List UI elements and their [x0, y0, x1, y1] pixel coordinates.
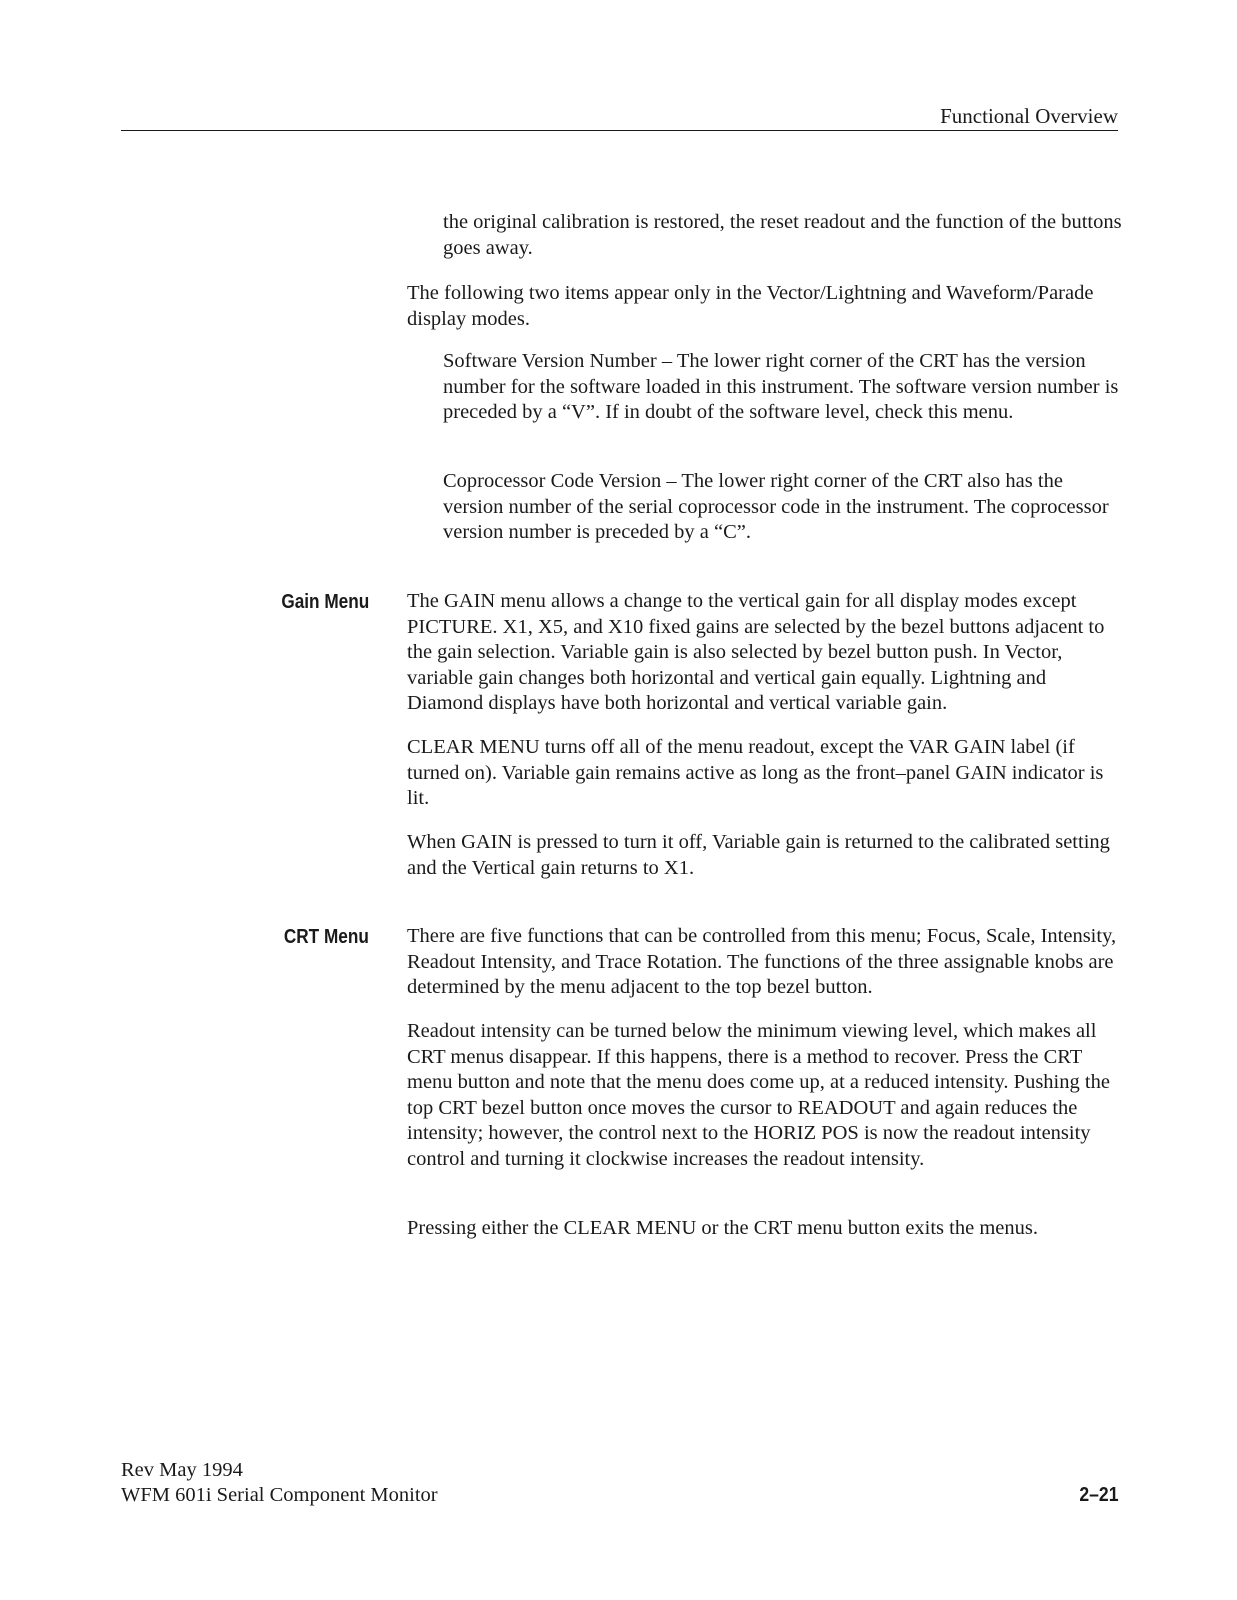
- gain-menu-paragraph-3: When GAIN is pressed to turn it off, Variable gain is returned to the calibrated setting and the Vertical gain returns to X1.: [407, 831, 1110, 879]
- crt-menu-paragraph-1: There are five functions that can be controlled from this menu; Focus, Scale, Intensity, Readout Intensity, and Trace Rotation. The functions of the three assignable knobs are determined by the menu adjacent to the top bezel button.: [407, 925, 1117, 999]
- display-modes-lead-in: The following two items appear only in the Vector/Lightning and Waveform/Parade display modes.: [407, 282, 1094, 330]
- gain-menu-heading: Gain Menu: [281, 591, 369, 613]
- page-number: 2–21: [1078, 1484, 1118, 1506]
- running-header: Functional Overview: [940, 104, 1118, 128]
- header-rule: [121, 130, 1118, 131]
- footer-product-name: WFM 601i Serial Component Monitor: [121, 1484, 438, 1506]
- footer-revision: Rev May 1994: [121, 1459, 243, 1481]
- coprocessor-version-item: Coprocessor Code Version – The lower right corner of the CRT also has the version number of the serial coprocessor code in the instrument. The coprocessor version number is preceded by a “C”.: [443, 470, 1109, 544]
- gain-menu-paragraph-1: The GAIN menu allows a change to the vertical gain for all display modes except PICTURE. X1, X5, and X10 fixed gains are selected by the bezel buttons adjacent to the gain selection. Variable gain is also selected by bezel button push. In Vector, variable gain changes both horizontal and vertical gain equally. Lightning and Diamond displays have both horizontal and vertical variable gain.: [407, 590, 1105, 715]
- continued-paragraph: the original calibration is restored, the reset readout and the function of the buttons goes away.: [443, 211, 1122, 259]
- software-version-item: Software Version Number – The lower right corner of the CRT has the version number for the software loaded in this instrument. The software version number is preceded by a “V”. If in doubt of the software level, check this menu.: [443, 350, 1119, 424]
- gain-menu-paragraph-2: CLEAR MENU turns off all of the menu readout, except the VAR GAIN label (if turned on). Variable gain remains active as long as the front–panel GAIN indicator is lit.: [407, 736, 1104, 810]
- crt-menu-heading: CRT Menu: [283, 926, 369, 948]
- crt-menu-paragraph-2: Readout intensity can be turned below the minimum viewing level, which makes all CRT menus disappear. If this happens, there is a method to recover. Press the CRT menu button and note that the menu does come up, at a reduced intensity. Pushing the top CRT bezel button once moves the cursor to READOUT and again reduces the intensity; however, the control next to the HORIZ POS is now the readout intensity control and turning it clockwise increases the readout intensity.: [407, 1020, 1110, 1170]
- crt-menu-paragraph-3: Pressing either the CLEAR MENU or the CRT menu button exits the menus.: [407, 1217, 1038, 1239]
